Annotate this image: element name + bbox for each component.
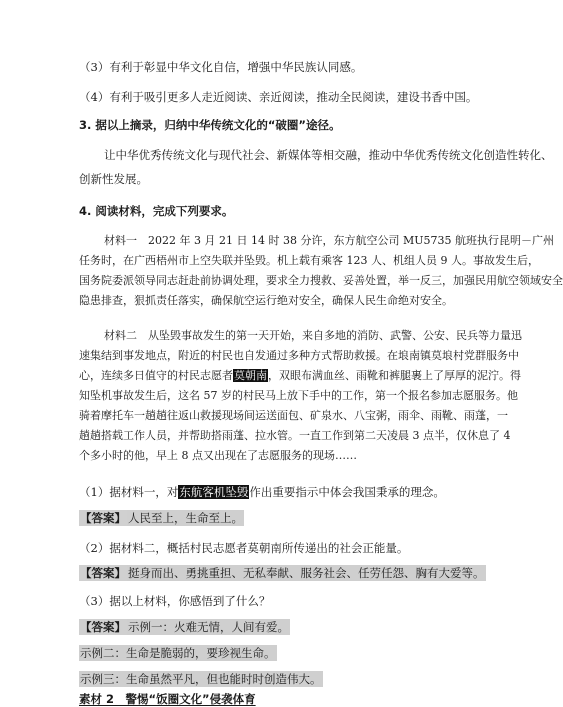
highlighted-keyword: 东航客机坠毁	[179, 485, 249, 499]
question-3-answer-line-1: 让中华优秀传统文化与现代社会、新媒体等相交融，推动中华优秀传统文化创造性转化、	[104, 148, 553, 162]
sub-question-1-end: 作出重要指示中体会我国秉承的理念。	[249, 485, 445, 499]
answer-2-text: 挺身而出、勇挑重担、无私奉献、服务社会、任劳任怨、胸有大爱等。	[128, 566, 485, 580]
example-2: 示例二：生命是脆弱的，要珍视生命。	[80, 646, 276, 660]
material-2-line-1: 材料二 从坠毁事故发生的第一天开始，来自多地的消防、武警、公安、民兵等力量迅	[104, 329, 522, 342]
answer-label: 【答案】	[80, 566, 126, 580]
question-3-answer-line-2: 创新性发展。	[79, 172, 148, 186]
answer-1	[79, 511, 244, 526]
question-3-heading: 3. 据以上摘录，归纳中华传统文化的“破圈”途径。	[79, 118, 341, 132]
sub-question-3: （3）据以上材料，你感悟到了什么？	[79, 594, 271, 608]
material-2-line-5: 骑着摩托车一趟趟往返山救援现场间运送面包、矿泉水、八宝粥，雨伞、雨靴、雨蓬，一	[79, 409, 508, 422]
section-heading: 素材 2 警惕“饭圈文化”侵袭体育	[79, 692, 256, 706]
material-1-line-3: 国务院委派领导同志赶赴前协调处理，要求全力搜救、妥善处置，举一反三，加强民用航空领域安全	[79, 274, 563, 287]
sub-question-1	[79, 485, 445, 500]
example-3: 示例三：生命虽然平凡，但也能时时创造伟大。	[80, 672, 322, 686]
example-1: 示例一：火难无情，人间有爱。	[128, 620, 289, 634]
material-2-line-2: 速集结到事发地点，附近的村民也自发通过多种方式帮助救援。在埌南镇莫埌村党群服务中	[79, 349, 519, 362]
material-1-line-1: 材料一 2022 年 3 月 21 日 14 时 38 分许，东方航空公司 MU5735 航班执行昆明－广州	[104, 234, 554, 247]
answer-1-text: 人民至上，生命至上。	[128, 511, 243, 525]
material-2-line-6: 趟趟搭载工作人员，并帮助搭雨蓬、拉水管。一直工作到第二天凌晨 3 点半，仅休息了 4	[79, 429, 511, 442]
sub-question-1-start: （1）据材料一，对	[79, 485, 179, 499]
material-2-line-3-end: ，双眼布满血丝、雨靴和裤腿裹上了厚厚的泥泞。得	[268, 369, 521, 382]
material-2-line-3	[79, 368, 521, 383]
question-4-heading: 4. 阅读材料，完成下列要求。	[79, 204, 234, 218]
answer-2	[79, 566, 486, 581]
answer-label: 【答案】	[80, 620, 126, 634]
sub-question-2: （2）据材料二，概括村民志愿者莫朝南所传递出的社会正能量。	[79, 541, 409, 555]
material-2-line-4: 知坠机事故发生后，这名 57 岁的村民马上放下手中的工作，第一个报名参加志愿服务。他	[79, 389, 518, 402]
material-2-line-7: 个多小时的他，早上 8 点又出现在了志愿服务的现场……	[79, 449, 357, 462]
material-2-line-3-start: 心，连续多日值守的村民志愿者	[79, 369, 233, 382]
example-2-line	[79, 646, 277, 661]
material-1-line-4: 隐患排查，狠抓责任落实，确保航空运行绝对安全，确保人民生命绝对安全。	[79, 294, 453, 307]
highlighted-name: 莫朝南	[234, 369, 267, 382]
answer-3	[79, 620, 290, 635]
list-item-3: （3）有利于彰显中华文化自信，增强中华民族认同感。	[79, 60, 363, 74]
answer-label: 【答案】	[80, 511, 126, 525]
example-3-line	[79, 672, 323, 687]
list-item-4: （4）有利于吸引更多人走近阅读、亲近阅读，推动全民阅读，建设书香中国。	[79, 90, 478, 104]
material-1-line-2: 任务时，在广西梧州市上空失联并坠毁。机上载有乘客 123 人、机组人员 9 人。事故发生后，	[79, 254, 539, 267]
